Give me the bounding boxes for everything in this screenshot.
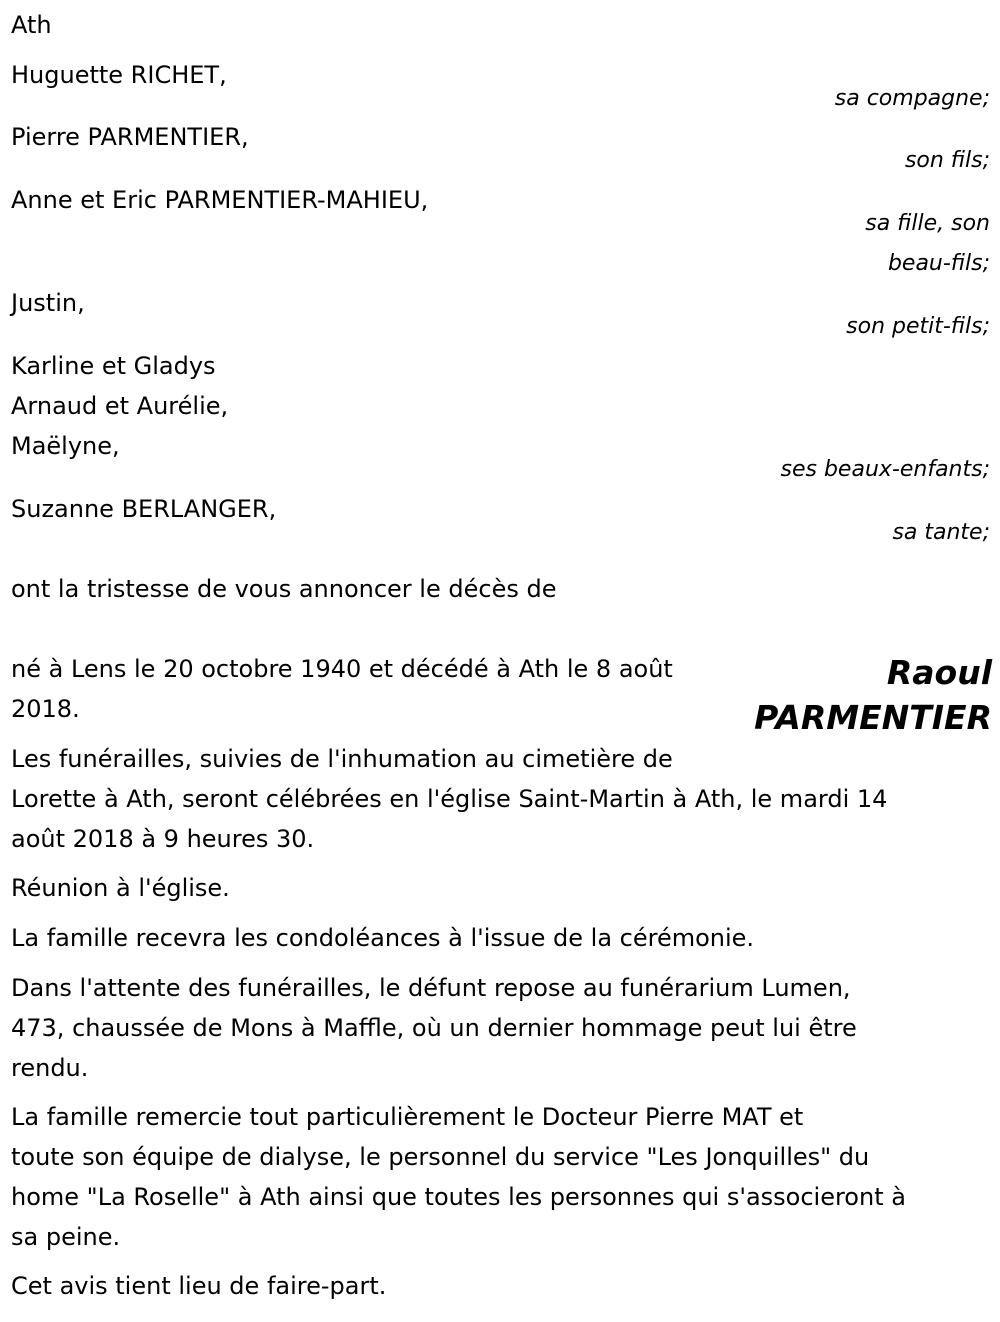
repose-line: rendu.: [11, 1054, 89, 1082]
family-member-relation: son petit-fils;: [846, 314, 990, 339]
family-member-relation: ses beaux-enfants;: [780, 457, 990, 482]
funeral-line: Les funérailles, suivies de l'inhumation au cimetière de: [11, 745, 673, 773]
thanks-line: toute son équipe de dialyse, le personnel du service "Les Jonquilles" du: [11, 1143, 870, 1171]
family-member-relation: sa fille, son: [865, 211, 990, 236]
repose-line: 473, chaussée de Mons à Maffle, où un dernier hommage peut lui être: [11, 1014, 857, 1042]
family-member-name: Pierre PARMENTIER,: [11, 123, 249, 151]
funeral-line: Lorette à Ath, seront célébrées en l'église Saint-Martin à Ath, le mardi 14: [11, 785, 888, 813]
location: Ath: [11, 11, 52, 39]
family-member-relation: son fils;: [904, 148, 990, 173]
family-member-name: Justin,: [11, 289, 85, 317]
family-member-name: Maëlyne,: [11, 432, 120, 460]
family-member-relation: sa tante;: [892, 520, 990, 545]
closing: Cet avis tient lieu de faire-part.: [11, 1272, 387, 1300]
family-member-relation: beau-fils;: [887, 251, 990, 276]
family-member-name: Suzanne BERLANGER,: [11, 495, 277, 523]
family-member-name: Anne et Eric PARMENTIER-MAHIEU,: [11, 186, 429, 214]
family-member-name: Huguette RICHET,: [11, 61, 227, 89]
family-member-name: Arnaud et Aurélie,: [11, 392, 229, 420]
meeting: Réunion à l'église.: [11, 874, 230, 902]
thanks-line: home "La Roselle" à Ath ainsi que toutes les personnes qui s'associeront à: [11, 1183, 906, 1211]
condolences: La famille recevra les condoléances à l'issue de la cérémonie.: [11, 924, 755, 952]
announcement: ont la tristesse de vous annoncer le décès de: [11, 575, 557, 603]
thanks-line: La famille remercie tout particulièrement le Docteur Pierre MAT et: [11, 1103, 804, 1131]
deceased-first-name: Raoul: [886, 653, 992, 692]
family-member-name: Karline et Gladys: [11, 352, 216, 380]
repose-line: Dans l'attente des funérailles, le défunt repose au funérarium Lumen,: [11, 974, 851, 1002]
funeral-line: août 2018 à 9 heures 30.: [11, 825, 315, 853]
deceased-name: [754, 650, 992, 740]
thanks-line: sa peine.: [11, 1223, 121, 1251]
deceased-last-name: PARMENTIER: [754, 698, 992, 737]
birth-death-line: 2018.: [11, 695, 80, 723]
birth-death-line: né à Lens le 20 octobre 1940 et décédé à Ath le 8 août: [11, 655, 673, 683]
family-member-relation: sa compagne;: [834, 86, 990, 111]
